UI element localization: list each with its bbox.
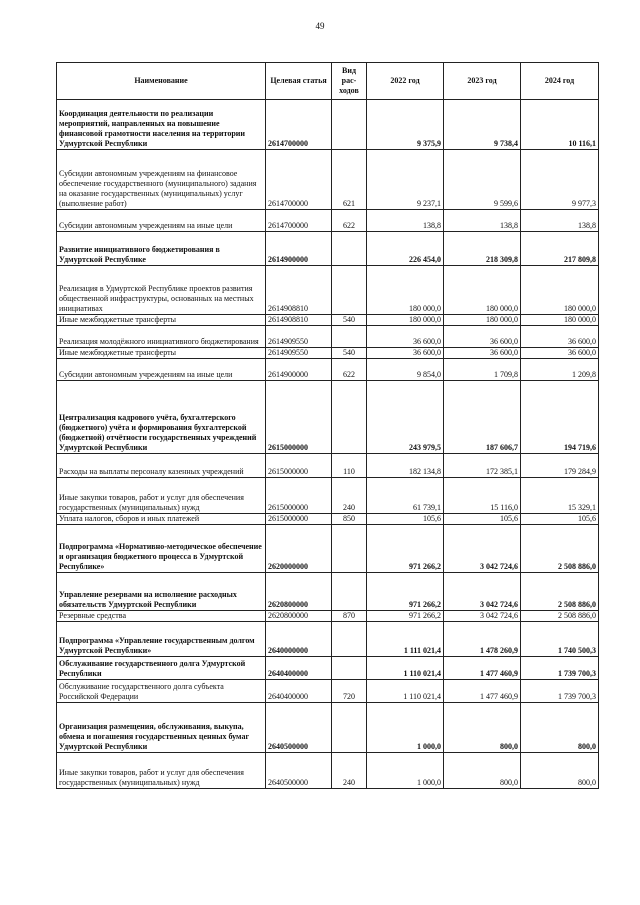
row-expense-type: 240 [332,478,367,514]
row-name: Подпрограмма «Управление государственным долгом Удмуртской Республики» [57,622,266,657]
row-value-2024: 1 739 700,3 [521,657,599,680]
row-code: 2615000000 [266,454,332,478]
row-value-2023: 800,0 [444,703,521,753]
row-expense-type: 110 [332,454,367,478]
row-value-2023: 3 042 724,6 [444,573,521,611]
row-code: 2614700000 [266,100,332,150]
row-code: 2614700000 [266,210,332,232]
row-name: Организация размещения, обслуживания, выкупа, обмена и погашения государственных ценных бумаг Удмуртской Республики [57,703,266,753]
row-value-2022: 9 237,1 [367,150,444,210]
row-code: 2614908810 [266,315,332,326]
row-name: Иные закупки товаров, работ и услуг для обеспечения государственных (муниципальных) нужд [57,478,266,514]
row-name: Уплата налогов, сборов и иных платежей [57,514,266,525]
row-name: Субсидии автономным учреждениям на финансовое обеспечение государственного (муниципального) задания на оказание государственных (муниципальных) услуг (выполнение работ) [57,150,266,210]
row-value-2024: 1 209,8 [521,359,599,381]
row-value-2024: 179 284,9 [521,454,599,478]
row-value-2022: 9 375,9 [367,100,444,150]
row-value-2022: 1 110 021,4 [367,657,444,680]
budget-table [56,62,599,789]
table-row [57,454,599,478]
row-value-2022: 36 600,0 [367,326,444,348]
row-code: 2614700000 [266,150,332,210]
row-value-2023: 1 709,8 [444,359,521,381]
header-year-2024: 2024 год [521,63,599,100]
table-row [57,315,599,326]
table-row [57,478,599,514]
row-expense-type [332,381,367,454]
row-code: 2620800000 [266,573,332,611]
row-value-2024: 800,0 [521,703,599,753]
row-expense-type: 540 [332,348,367,359]
row-value-2024: 180 000,0 [521,266,599,315]
row-code: 2640000000 [266,622,332,657]
table-row [57,611,599,622]
row-name: Расходы на выплаты персоналу казенных учреждений [57,454,266,478]
header-name: Наименование [57,63,266,100]
row-name: Субсидии автономным учреждениям на иные цели [57,210,266,232]
row-code: 2615000000 [266,381,332,454]
row-name: Развитие инициативного бюджетирования в Удмуртской Республике [57,232,266,266]
table-row [57,100,599,150]
row-value-2022: 971 266,2 [367,611,444,622]
row-expense-type [332,266,367,315]
row-code: 2620800000 [266,611,332,622]
row-expense-type [332,232,367,266]
row-expense-type [332,657,367,680]
table-row [57,514,599,525]
row-value-2024: 2 508 886,0 [521,573,599,611]
table-row [57,266,599,315]
row-value-2024: 800,0 [521,753,599,789]
row-name: Резервные средства [57,611,266,622]
row-value-2024: 36 600,0 [521,348,599,359]
row-code: 2614908810 [266,266,332,315]
row-expense-type: 622 [332,210,367,232]
row-value-2022: 180 000,0 [367,315,444,326]
row-value-2024: 15 329,1 [521,478,599,514]
header-year-2022: 2022 год [367,63,444,100]
table-header-row [57,63,599,100]
table-row [57,573,599,611]
row-expense-type: 622 [332,359,367,381]
row-code: 2614900000 [266,359,332,381]
row-name: Управление резервами на исполнение расходных обязательств Удмуртской Республики [57,573,266,611]
row-value-2024: 180 000,0 [521,315,599,326]
row-value-2022: 138,8 [367,210,444,232]
row-code: 2614909550 [266,326,332,348]
row-expense-type: 870 [332,611,367,622]
row-value-2023: 105,6 [444,514,521,525]
row-value-2022: 971 266,2 [367,525,444,573]
row-expense-type: 621 [332,150,367,210]
row-value-2023: 15 116,0 [444,478,521,514]
row-value-2024: 138,8 [521,210,599,232]
row-value-2022: 61 739,1 [367,478,444,514]
row-value-2022: 1 000,0 [367,753,444,789]
table-row [57,381,599,454]
row-name: Координация деятельности по реализации мероприятий, направленных на повышение финансовой грамотности населения на территории Удмуртской Республики [57,100,266,150]
row-name: Иные межбюджетные трансферты [57,315,266,326]
row-value-2023: 36 600,0 [444,326,521,348]
table-row [57,680,599,703]
row-name: Подпрограмма «Нормативно-методическое обеспечение и организация бюджетного процесса в Удмуртской Республике» [57,525,266,573]
row-value-2022: 105,6 [367,514,444,525]
row-name: Обслуживание государственного долга субъекта Российской Федерации [57,680,266,703]
row-value-2024: 217 809,8 [521,232,599,266]
table-row [57,753,599,789]
row-expense-type [332,703,367,753]
row-value-2024: 9 977,3 [521,150,599,210]
row-expense-type: 720 [332,680,367,703]
row-value-2024: 2 508 886,0 [521,611,599,622]
row-code: 2640500000 [266,753,332,789]
row-value-2023: 1 478 260,9 [444,622,521,657]
row-value-2022: 226 454,0 [367,232,444,266]
table-row [57,657,599,680]
row-code: 2620000000 [266,525,332,573]
row-value-2024: 10 116,1 [521,100,599,150]
row-name: Иные межбюджетные трансферты [57,348,266,359]
table-row [57,622,599,657]
row-expense-type [332,326,367,348]
row-value-2024: 1 739 700,3 [521,680,599,703]
row-name: Иные закупки товаров, работ и услуг для обеспечения государственных (муниципальных) нужд [57,753,266,789]
row-value-2022: 243 979,5 [367,381,444,454]
row-value-2022: 1 111 021,4 [367,622,444,657]
table-row [57,348,599,359]
row-name: Централизация кадрового учёта, бухгалтерского (бюджетного) учёта и формирования бухгалтерской (бюджетной) отчётности государственных учреждений Удмуртской Республики [57,381,266,454]
row-value-2023: 180 000,0 [444,315,521,326]
row-value-2023: 138,8 [444,210,521,232]
row-value-2024: 1 740 500,3 [521,622,599,657]
row-name: Реализация в Удмуртской Республике проектов развития общественной инфраструктуры, основанных на местных инициативах [57,266,266,315]
row-code: 2614900000 [266,232,332,266]
row-value-2023: 3 042 724,6 [444,525,521,573]
row-name: Реализация молодёжного инициативного бюджетирования [57,326,266,348]
row-value-2023: 1 477 460,9 [444,680,521,703]
row-code: 2640400000 [266,680,332,703]
table-row [57,326,599,348]
row-value-2023: 9 738,4 [444,100,521,150]
row-value-2022: 182 134,8 [367,454,444,478]
row-expense-type: 540 [332,315,367,326]
row-value-2023: 218 309,8 [444,232,521,266]
row-value-2022: 9 854,0 [367,359,444,381]
page-number: 49 [315,21,325,31]
header-target-article: Целевая статья [266,63,332,100]
row-value-2022: 1 000,0 [367,703,444,753]
row-value-2023: 36 600,0 [444,348,521,359]
table-row [57,359,599,381]
table-row [57,210,599,232]
header-expense-type: Вид рас-ходов [332,63,367,100]
table-row [57,703,599,753]
row-expense-type [332,100,367,150]
row-expense-type: 240 [332,753,367,789]
header-year-2023: 2023 год [444,63,521,100]
row-value-2023: 187 606,7 [444,381,521,454]
row-value-2023: 172 385,1 [444,454,521,478]
row-expense-type [332,573,367,611]
row-code: 2640400000 [266,657,332,680]
row-value-2024: 105,6 [521,514,599,525]
row-value-2022: 1 110 021,4 [367,680,444,703]
table-row [57,232,599,266]
row-code: 2614909550 [266,348,332,359]
row-value-2022: 180 000,0 [367,266,444,315]
row-code: 2615000000 [266,514,332,525]
row-expense-type [332,525,367,573]
row-expense-type [332,622,367,657]
row-code: 2615000000 [266,478,332,514]
row-value-2022: 971 266,2 [367,573,444,611]
row-value-2023: 800,0 [444,753,521,789]
row-value-2022: 36 600,0 [367,348,444,359]
table-row [57,525,599,573]
row-value-2024: 36 600,0 [521,326,599,348]
table-row [57,150,599,210]
row-value-2024: 2 508 886,0 [521,525,599,573]
row-value-2023: 3 042 724,6 [444,611,521,622]
row-name: Обслуживание государственного долга Удмуртской Республики [57,657,266,680]
row-value-2023: 9 599,6 [444,150,521,210]
row-expense-type: 850 [332,514,367,525]
row-value-2023: 180 000,0 [444,266,521,315]
row-value-2023: 1 477 460,9 [444,657,521,680]
row-value-2024: 194 719,6 [521,381,599,454]
row-code: 2640500000 [266,703,332,753]
row-name: Субсидии автономным учреждениям на иные цели [57,359,266,381]
